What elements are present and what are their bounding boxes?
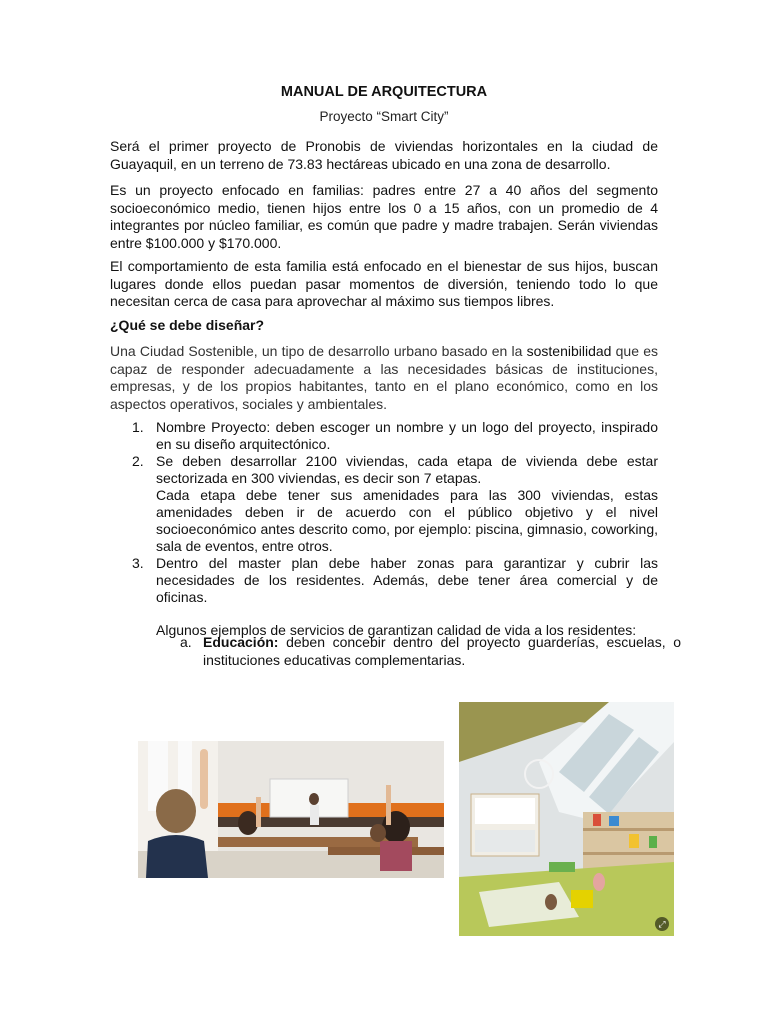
list-item: 2. Se deben desarrollar 2100 viviendas, cada etapa de vivienda debe estar sectorizada en 300 viviendas, es decir son 7 etapas. Cada etapa debe tener sus amenidades para las 300 viviendas, estas amenidades deben ir de acuerdo con el público objetivo y el nivel socioeconómico antes descrito como, por ejemplo: piscina, gimnasio, coworking, sala de eventos, entre otros.: [132, 453, 658, 554]
sub-list-item: a. Educación: deben concebir dentro del proyecto guarderías, escuelas, o instituciones educativas complementarias.: [180, 634, 681, 668]
requirements-list: [110, 419, 658, 639]
paragraph-behavior: El comportamiento de esta familia está enfocado en el bienestar de sus hijos, buscan lugares donde ellos puedan pasar momentos de diversión, teniendo todo lo que necesitan cerca de casa para aprovechar al máximo sus tiempos libres.: [110, 258, 658, 309]
kindergarten-photo: [459, 702, 674, 936]
sostenibilidad-link[interactable]: sostenibilidad: [526, 343, 612, 359]
classroom-photo: [138, 741, 444, 878]
list-item: 3. Dentro del master plan debe haber zonas para garantizar y cubrir las necesidades de los residentes. Además, debe tener área comercial y de oficinas. Algunos ejemplos de servicios de garantizan calidad de vida a los residentes:: [132, 555, 658, 638]
paragraph-sustainable-city: Una Ciudad Sostenible, un tipo de desarrollo urbano basado en la sostenibilidad que es capaz de responder adecuadamente a las necesidades básicas de instituciones, empresas, y de los propios habitantes, tanto en el plano económico, como en los aspectos operativos, sociales y ambientales.: [110, 343, 658, 412]
paragraph-intro: Será el primer proyecto de Pronobis de viviendas horizontales en la ciudad de Guayaquil, en un terreno de 73.83 hectáreas ubicado en una zona de desarrollo.: [110, 138, 658, 172]
expand-icon[interactable]: ⤢: [655, 917, 669, 931]
list-item: 1. Nombre Proyecto: deben escoger un nombre y un logo del proyecto, inspirado en su diseño arquitectónico.: [132, 419, 658, 452]
document-title: MANUAL DE ARQUITECTURA: [280, 84, 488, 100]
paragraph-families: Es un proyecto enfocado en familias: padres entre 27 a 40 años del segmento socioeconómico medio, tienen hijos entre los 0 a 15 años, con un promedio de 4 integrantes por núcleo familiar, es común que padre y madre trabajen. Serán viviendas entre $100.000 y $170.000.: [110, 182, 658, 251]
section-heading: ¿Qué se debe diseñar?: [110, 317, 265, 333]
document-subtitle: Proyecto “Smart City”: [319, 109, 449, 124]
